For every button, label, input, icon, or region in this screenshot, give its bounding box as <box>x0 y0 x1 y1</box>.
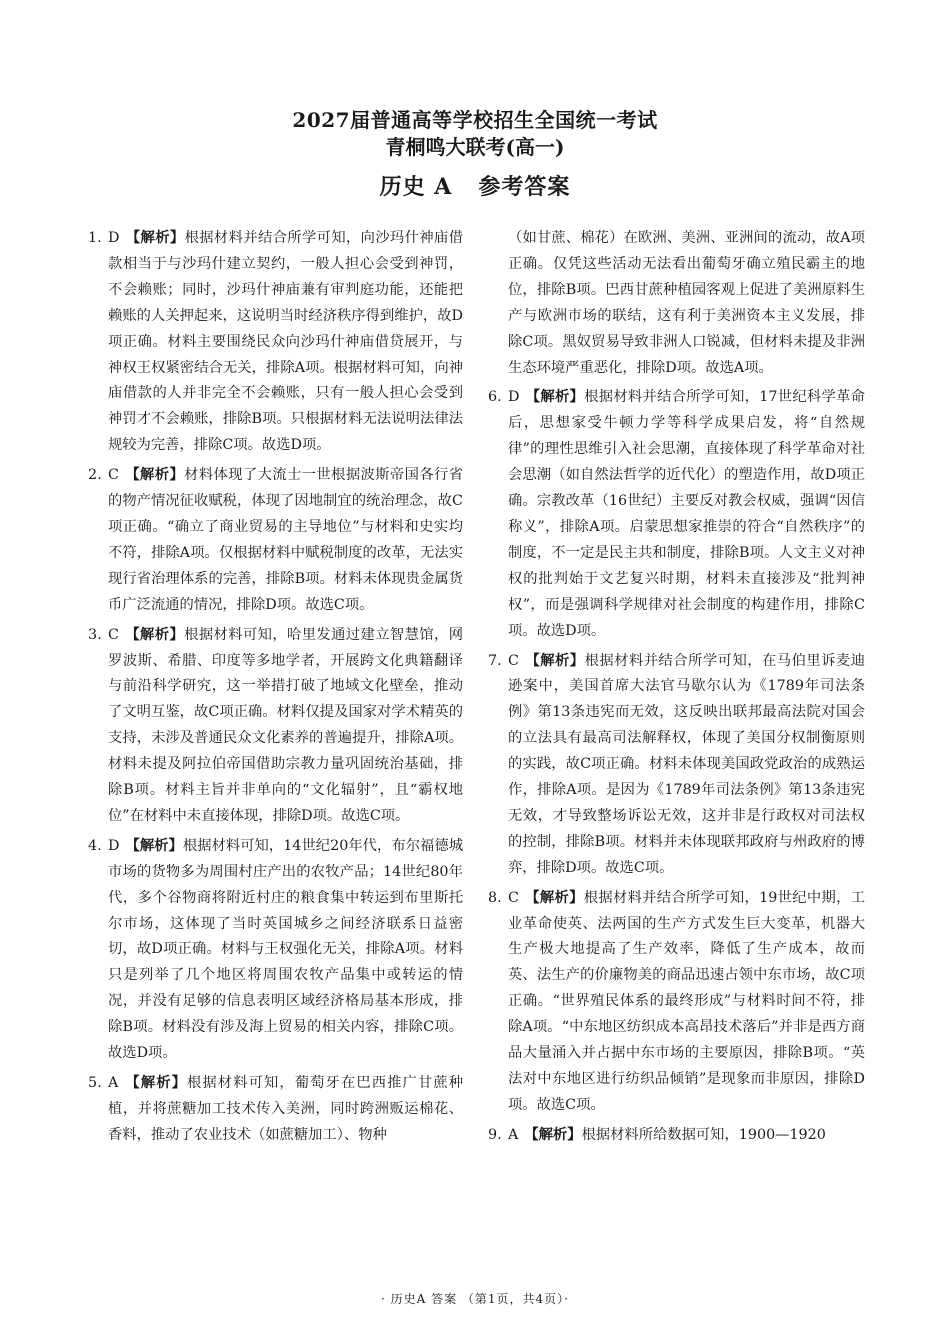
exam-subtitle: 青桐鸣大联考(高一) <box>385 135 565 159</box>
answer-item <box>88 463 463 618</box>
answer-item <box>88 1071 463 1149</box>
item-explanation: 材料体现了大流士一世根据波斯帝国各行省的物产情况征收赋税，体现了因地制宜的统治理念，故C项正确。“确立了商业贸易的主导地位”与材料和史实均不符，排除A项。仅根据材料中赋税制度的改革，无法实现行省治理体系的完善，排除B项。材料未体现贵金属货币广泛流通的情况，排除D项。故选C项。 <box>108 467 464 613</box>
answer-item <box>488 385 865 644</box>
item-number: 4. <box>88 837 102 854</box>
item-answer: C <box>108 626 119 643</box>
subject-label: 历史 A <box>379 174 453 200</box>
item-answer: C <box>508 652 519 669</box>
item-explanation: 根据材料并结合所学可知，向沙玛什神庙借款相当于与沙玛什建立契约，一般人担心会受到神罚，不会赖账；同时，沙玛什神庙兼有审判庭功能，还能把赖账的人关押起来，这说明当时经济秩序得到维护，故D项正确。材料主要围绕民众向沙玛什神庙借贷展开，与神权王权紧密结合无关，排除A项。根据材料可知，向神庙借款的人并非完全不会赖账，只有一般人担心会受到神罚才不会赖账，排除B项。只根据材料无法说明法律法规较为完善，排除C项。故选D项。 <box>108 230 464 454</box>
answer-item <box>488 886 865 1119</box>
answer-item <box>488 1123 865 1149</box>
item-answer: A <box>508 1126 519 1143</box>
analysis-tag: 【解析】 <box>525 389 585 406</box>
item-explanation: 根据材料可知，哈里发通过建立智慧馆，网罗波斯、希腊、印度等多地学者，开展跨文化典籍翻译与前沿科学研究，这一举措打破了地域文化壁垒，推动了文明互鉴，故C项正确。材料仅提及国家对学术精英的支持，未涉及普通民众文化素养的普遍提升，排除A项。材料未提及阿拉伯帝国借助宗教力量巩固统治基础，排除B项。材料主旨并非单向的“文化辐射”，且“霸权地位”在材料中未直接体现，排除D项。故选C项。 <box>108 626 464 824</box>
left-column <box>88 226 463 1153</box>
analysis-tag: 【解析】 <box>124 467 185 484</box>
analysis-tag: 【解析】 <box>125 837 183 854</box>
exam-title: 2027届普通高等学校招生全国统一考试 <box>292 108 658 132</box>
item-answer: D <box>508 389 520 406</box>
item-explanation: 根据材料所给数据可知，1900—1920 <box>581 1126 826 1143</box>
document-type: 参考答案 <box>478 174 571 200</box>
item-answer: C <box>108 467 119 484</box>
item-number: 2. <box>88 467 102 484</box>
item-explanation: 根据材料并结合所学可知，在马伯里诉麦迪逊案中，美国首席大法官马歇尔认为《1789年司法条例》第13条违宪而无效，这反映出联邦最高法院对国会的立法具有最高司法解释权，体现了美国分权制衡原则的实践，故C项正确。材料未体现美国政党政治的成熟运作，排除A项。是因为《1789年司法条例》第13条违宪无效，才导致整场诉讼无效，这并非是行政权对司法权的控制，排除B项。材料并未体现联邦政府与州政府的博弈，排除D项。故选C项。 <box>508 652 866 876</box>
item-number: 8. <box>488 889 502 906</box>
item-number: 6. <box>488 389 502 406</box>
analysis-tag: 【解析】 <box>124 626 185 643</box>
item-answer: D <box>108 230 120 246</box>
item-number: 3. <box>88 626 102 643</box>
item-answer: A <box>108 1075 119 1091</box>
answer-item-continuation: （如甘蔗、棉花）在欧洲、美洲、亚洲间的流动，故A项正确。仅凭这些活动无法看出葡萄牙确立殖民霸主的地位，排除B项。巴西甘蔗种植园客观上促进了美洲原料生产与欧洲市场的联结，这有利于美洲资本主义发展，排除C项。黑奴贸易导致非洲人口锐减，但材料未提及非洲生态环境严重恶化，排除D项。故选A项。 <box>508 230 865 376</box>
analysis-tag: 【解析】 <box>524 652 585 669</box>
answer-item <box>488 649 865 882</box>
item-number: 9. <box>488 1126 502 1143</box>
item-number: 7. <box>488 652 502 669</box>
item-explanation: 根据材料并结合所学可知，17世纪科学革命后，思想家受牛顿力学等科学成果启发，将“自然规律”的理性思维引入社会思潮，直接体现了科学革命对社会思潮（如自然法哲学的近代化）的塑造作用，故D项正确。宗教改革（16世纪）主要反对教会权威，强调“因信称义”，排除A项。启蒙思想家推崇的符合“自然秩序”的制度，不一定是民主共和制度，排除B项。人文主义对神权的批判始于文艺复兴时期，材料未直接涉及“批判神权”，而是强调科学规律对社会制度的构建作用，排除C项。故选D项。 <box>508 389 865 639</box>
item-explanation: 根据材料可知，14世纪20年代，布尔福德城市场的货物多为周围村庄产出的农牧产品；14世纪80年代，多个谷物商将附近村庄的粮食集中转运到布里斯托尔市场，这体现了当时英国城乡之间经济联系日益密切，故D项正确。材料与王权强化无关，排除A项。材料只是列举了几个地区将周围农牧产品集中或转运的情况，并没有足够的信息表明区域经济格局基本形成，排除B项。材料没有涉及海上贸易的相关内容，排除C项。故选D项。 <box>108 837 463 1062</box>
analysis-tag: 【解析】 <box>524 1126 582 1143</box>
answer-item <box>88 226 463 459</box>
analysis-tag: 【解析】 <box>125 230 185 246</box>
item-explanation: 根据材料可知，葡萄牙在巴西推广甘蔗种植，并将蔗糖加工技术传入美洲，同时跨洲贩运棉花、香料，推动了农业技术（如蔗糖加工）、物种 <box>108 1075 464 1143</box>
right-column <box>488 226 865 1153</box>
page-footer: · 历史A 答案 （第1页，共4页）· <box>380 1292 569 1306</box>
analysis-tag: 【解析】 <box>524 889 584 906</box>
item-answer: D <box>108 837 120 854</box>
document-heading <box>0 170 950 201</box>
answer-item <box>88 623 463 830</box>
analysis-tag: 【解析】 <box>124 1075 188 1091</box>
item-explanation: 根据材料并结合所学可知，19世纪中期，工业革命使英、法两国的生产方式发生巨大变革，机器大生产极大地提高了生产效率，降低了生产成本，故而英、法生产的价廉物美的商品迅速占领中东市场，故C项正确。“世界殖民体系的最终形成”与材料时间不符，排除A项。“中东地区纺织成本高昂技术落后”并非是西方商品大量涌入并占据中东市场的主要原因，排除B项。“英法对中东地区进行纺织品倾销”是现象而非原因，排除D项。故选C项。 <box>508 889 865 1113</box>
item-number: 1. <box>88 230 102 246</box>
answer-item <box>88 834 463 1067</box>
item-answer: C <box>508 889 519 906</box>
item-number: 5. <box>88 1075 102 1091</box>
